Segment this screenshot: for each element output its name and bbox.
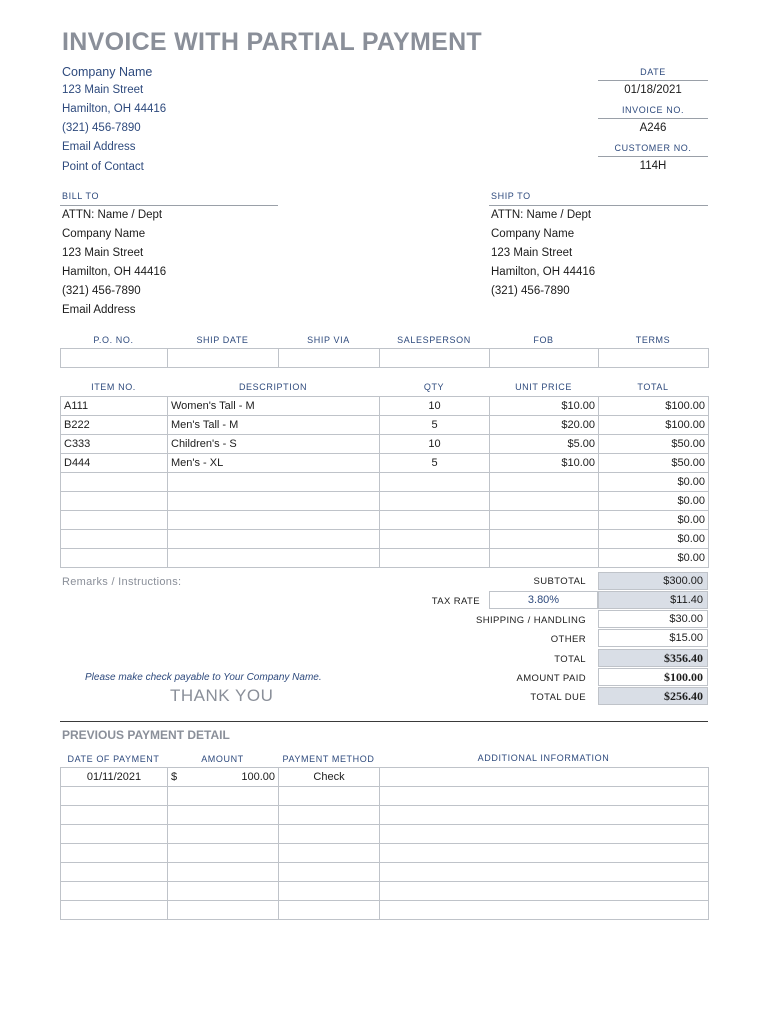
ship-to-label: SHIP TO xyxy=(491,191,531,201)
item-no[interactable]: B222 xyxy=(61,416,168,435)
sender-city: Hamilton, OH 44416 xyxy=(62,103,167,115)
payment-date[interactable]: 01/11/2021 xyxy=(61,768,168,787)
payment-amount[interactable] xyxy=(168,863,279,882)
item-unit-price[interactable] xyxy=(490,511,599,530)
order-header-ship-via: SHIP VIA xyxy=(307,335,350,345)
sender-contact: Point of Contact xyxy=(62,161,144,173)
tax-rate-label: TAX RATE xyxy=(431,596,480,607)
item-description[interactable] xyxy=(168,530,380,549)
section-divider xyxy=(60,721,708,722)
item-total: $0.00 xyxy=(599,530,709,549)
table-row xyxy=(61,397,709,416)
invoice-label: INVOICE NO. xyxy=(621,105,685,115)
table-row xyxy=(61,473,709,492)
payment-amount[interactable] xyxy=(168,806,279,825)
payment-header-method: PAYMENT METHOD xyxy=(282,754,375,764)
item-total: $100.00 xyxy=(599,397,709,416)
item-qty[interactable]: 10 xyxy=(380,435,490,454)
table-row xyxy=(61,806,709,825)
item-no[interactable] xyxy=(61,511,168,530)
table-row xyxy=(61,435,709,454)
item-description[interactable] xyxy=(168,492,380,511)
bill-to-street: 123 Main Street xyxy=(62,247,144,259)
payment-currency: $ xyxy=(171,771,178,783)
item-no[interactable] xyxy=(61,549,168,568)
total-label: TOTAL xyxy=(554,654,586,665)
item-total: $0.00 xyxy=(599,511,709,530)
order-header-fob: FOB xyxy=(533,335,554,345)
payment-amount[interactable] xyxy=(168,825,279,844)
order-header-salesperson: SALESPERSON xyxy=(397,335,471,345)
date-value[interactable]: 01/18/2021 xyxy=(624,84,682,96)
table-row xyxy=(61,768,709,787)
item-unit-price[interactable]: $5.00 xyxy=(490,435,599,454)
item-no[interactable] xyxy=(61,492,168,511)
bill-to-attn: ATTN: Name / Dept xyxy=(62,209,163,221)
customer-value[interactable]: 114H xyxy=(639,160,667,172)
payable-note: Please make check payable to Your Company Name. xyxy=(85,672,322,683)
item-qty[interactable]: 5 xyxy=(380,454,490,473)
ship-to-attn: ATTN: Name / Dept xyxy=(491,209,592,221)
payment-info[interactable] xyxy=(380,825,709,844)
total-due-value: $256.40 xyxy=(598,687,708,705)
item-total: $50.00 xyxy=(599,454,709,473)
payments-table xyxy=(60,767,709,920)
payment-amount-value: 100.00 xyxy=(241,771,275,783)
payment-method[interactable] xyxy=(279,787,380,806)
po-number-cell[interactable] xyxy=(61,349,168,368)
other-value[interactable]: $15.00 xyxy=(598,629,708,647)
date-rule xyxy=(598,80,708,81)
payment-method[interactable] xyxy=(279,825,380,844)
bill-to-company: Company Name xyxy=(62,228,146,240)
amount-paid-label: AMOUNT PAID xyxy=(516,673,586,684)
payment-date[interactable] xyxy=(61,825,168,844)
sender-street: 123 Main Street xyxy=(62,84,144,96)
amount-paid-value[interactable]: $100.00 xyxy=(598,668,708,686)
ship-to-city: Hamilton, OH 44416 xyxy=(491,266,596,278)
fob-cell[interactable] xyxy=(490,349,599,368)
bill-to-phone: (321) 456-7890 xyxy=(62,285,141,297)
items-table xyxy=(60,396,709,568)
payment-amount[interactable] xyxy=(168,882,279,901)
item-description[interactable]: Children's - S xyxy=(168,435,380,454)
item-total: $0.00 xyxy=(599,549,709,568)
subtotal-label: SUBTOTAL xyxy=(533,576,586,587)
item-header-unit-price: UNIT PRICE xyxy=(515,382,572,392)
payment-amount[interactable] xyxy=(168,787,279,806)
ship-via-cell[interactable] xyxy=(279,349,380,368)
payment-info[interactable] xyxy=(380,863,709,882)
item-header-total: TOTAL xyxy=(637,382,669,392)
item-total: $0.00 xyxy=(599,492,709,511)
sender-company: Company Name xyxy=(62,65,153,79)
item-total: $0.00 xyxy=(599,473,709,492)
item-qty[interactable]: 10 xyxy=(380,397,490,416)
total-value: $356.40 xyxy=(598,649,708,667)
table-row xyxy=(61,530,709,549)
table-row xyxy=(61,787,709,806)
item-header-qty: QTY xyxy=(423,382,445,392)
shipping-value[interactable]: $30.00 xyxy=(598,610,708,628)
payment-info[interactable] xyxy=(380,844,709,863)
item-no[interactable]: D444 xyxy=(61,454,168,473)
thank-you: THANK YOU xyxy=(170,686,274,705)
remarks-label: Remarks / Instructions: xyxy=(62,576,182,588)
ship-to-street: 123 Main Street xyxy=(491,247,573,259)
table-row xyxy=(61,844,709,863)
ship-to-company: Company Name xyxy=(491,228,575,240)
item-qty[interactable]: 5 xyxy=(380,416,490,435)
bill-to-city: Hamilton, OH 44416 xyxy=(62,266,167,278)
payment-header-date: DATE OF PAYMENT xyxy=(67,754,160,764)
item-header-no: ITEM NO. xyxy=(91,382,136,392)
item-description[interactable] xyxy=(168,511,380,530)
previous-payment-title: PREVIOUS PAYMENT DETAIL xyxy=(62,728,230,742)
payment-method[interactable] xyxy=(279,844,380,863)
table-row xyxy=(61,416,709,435)
invoice-title: INVOICE WITH PARTIAL PAYMENT xyxy=(62,28,482,56)
table-row xyxy=(61,511,709,530)
order-header-po: P.O. NO. xyxy=(93,335,134,345)
payment-header-amount: AMOUNT xyxy=(201,754,244,764)
item-total: $50.00 xyxy=(599,435,709,454)
terms-cell[interactable] xyxy=(599,349,709,368)
payment-date[interactable] xyxy=(61,844,168,863)
item-no[interactable]: C333 xyxy=(61,435,168,454)
item-unit-price[interactable] xyxy=(490,473,599,492)
item-unit-price[interactable]: $10.00 xyxy=(490,397,599,416)
item-header-description: DESCRIPTION xyxy=(238,382,308,392)
item-qty[interactable] xyxy=(380,530,490,549)
item-total: $100.00 xyxy=(599,416,709,435)
table-row xyxy=(61,901,709,920)
table-row xyxy=(61,825,709,844)
ship-to-phone: (321) 456-7890 xyxy=(491,285,570,297)
payment-amount[interactable] xyxy=(168,844,279,863)
item-qty[interactable] xyxy=(380,511,490,530)
item-no[interactable] xyxy=(61,530,168,549)
customer-label: CUSTOMER NO. xyxy=(614,143,692,153)
payment-amount[interactable] xyxy=(168,901,279,920)
item-unit-price[interactable]: $20.00 xyxy=(490,416,599,435)
payment-method[interactable] xyxy=(279,863,380,882)
payment-date[interactable] xyxy=(61,882,168,901)
item-description[interactable]: Men's Tall - M xyxy=(168,416,380,435)
item-description[interactable]: Men's - XL xyxy=(168,454,380,473)
item-qty[interactable] xyxy=(380,492,490,511)
item-description[interactable]: Women's Tall - M xyxy=(168,397,380,416)
tax-rate-input[interactable]: 3.80% xyxy=(489,591,598,609)
subtotal-value: $300.00 xyxy=(598,572,708,590)
payment-date[interactable] xyxy=(61,901,168,920)
item-description[interactable] xyxy=(168,549,380,568)
item-qty[interactable] xyxy=(380,473,490,492)
order-header-ship-date: SHIP DATE xyxy=(196,335,249,345)
invoice-value[interactable]: A246 xyxy=(639,122,667,134)
payment-info[interactable] xyxy=(380,768,709,787)
payment-info[interactable] xyxy=(380,882,709,901)
order-header-terms: TERMS xyxy=(635,335,671,345)
payment-amount[interactable] xyxy=(168,768,279,787)
bill-to-label: BILL TO xyxy=(62,191,100,201)
table-row xyxy=(61,492,709,511)
item-description[interactable] xyxy=(168,473,380,492)
shipping-label: SHIPPING / HANDLING xyxy=(475,615,586,626)
item-unit-price[interactable] xyxy=(490,492,599,511)
payment-method[interactable] xyxy=(279,882,380,901)
table-row xyxy=(61,549,709,568)
ship-date-cell[interactable] xyxy=(168,349,279,368)
payment-header-info: ADDITIONAL INFORMATION xyxy=(477,753,610,763)
payment-method[interactable] xyxy=(279,806,380,825)
total-due-label: TOTAL DUE xyxy=(530,692,586,703)
tax-value: $11.40 xyxy=(598,591,708,609)
item-no[interactable] xyxy=(61,473,168,492)
payment-method[interactable]: Check xyxy=(279,768,380,787)
payment-date[interactable] xyxy=(61,863,168,882)
payment-info[interactable] xyxy=(380,787,709,806)
payment-info[interactable] xyxy=(380,901,709,920)
payment-method[interactable] xyxy=(279,901,380,920)
payment-date[interactable] xyxy=(61,806,168,825)
bill-to-email: Email Address xyxy=(62,304,136,316)
sender-email: Email Address xyxy=(62,141,136,153)
item-no[interactable]: A111 xyxy=(61,397,168,416)
payment-date[interactable] xyxy=(61,787,168,806)
item-qty[interactable] xyxy=(380,549,490,568)
item-unit-price[interactable]: $10.00 xyxy=(490,454,599,473)
ship-to-rule xyxy=(489,205,708,206)
salesperson-cell[interactable] xyxy=(380,349,490,368)
date-label: DATE xyxy=(640,67,666,77)
bill-to-rule xyxy=(60,205,278,206)
order-info-table xyxy=(60,348,709,368)
sender-phone: (321) 456-7890 xyxy=(62,122,141,134)
item-unit-price[interactable] xyxy=(490,549,599,568)
other-label: OTHER xyxy=(550,634,586,645)
payment-info[interactable] xyxy=(380,806,709,825)
table-row xyxy=(61,882,709,901)
item-unit-price[interactable] xyxy=(490,530,599,549)
invoice-rule xyxy=(598,118,708,119)
customer-rule xyxy=(598,156,708,157)
table-row xyxy=(61,863,709,882)
table-row xyxy=(61,454,709,473)
